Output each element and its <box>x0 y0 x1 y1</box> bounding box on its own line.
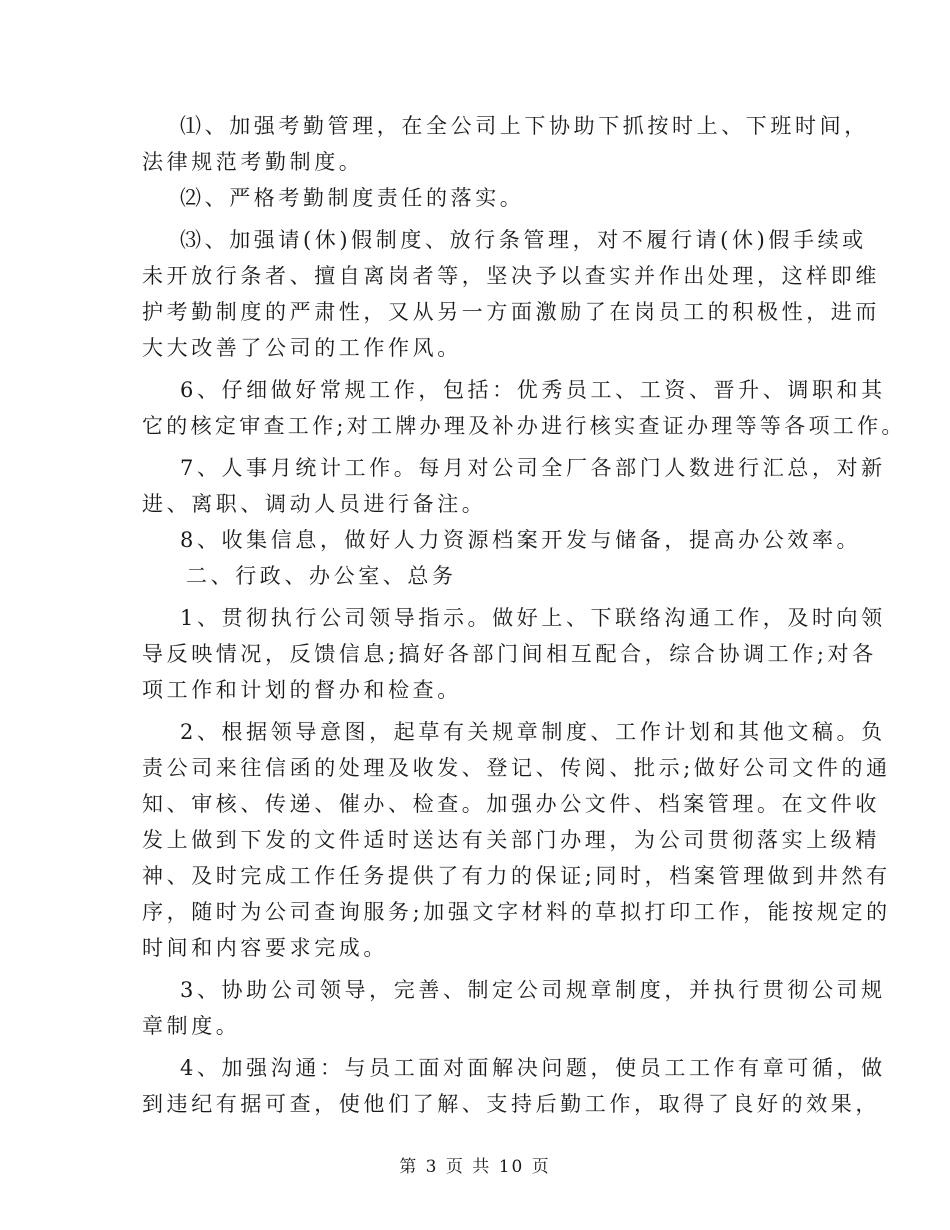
text-line: 发上做到下发的文件适时送达有关部门办理，为公司贯彻落实上级精 <box>142 828 880 852</box>
text-line: 大大改善了公司的工作作风。 <box>142 336 462 360</box>
text-line: 章制度。 <box>142 1014 241 1038</box>
text-line: 责公司来往信函的处理及收发、登记、传阅、批示;做好公司文件的通 <box>142 756 891 780</box>
text-line: 法律规范考勤制度。 <box>142 150 364 174</box>
text-line: 4、加强沟通：与员工面对面解决问题，使员工工作有章可循，做 <box>180 1056 886 1080</box>
text-line: 它的核定审查工作;对工牌办理及补办进行核实查证办理等等各项工作。 <box>142 414 906 438</box>
text-line: 序，随时为公司查询服务;加强文字材料的草拟打印工作，能按规定的 <box>142 900 891 924</box>
text-line: ⑵、严格考勤制度责任的落实。 <box>180 186 525 210</box>
text-line: 知、审核、传递、催办、检查。加强办公文件、档案管理。在文件收 <box>142 792 880 816</box>
text-line: 护考勤制度的严肃性，又从另一方面激励了在岗员工的积极性，进而 <box>142 300 880 324</box>
text-line: 导反映情况，反馈信息;搞好各部门间相互配合，综合协调工作;对各 <box>142 642 877 666</box>
text-line: 8、收集信息，做好人力资源档案开发与储备，提高办公效率。 <box>180 528 862 552</box>
page-number-footer: 第 3 页 共 10 页 <box>399 1157 551 1177</box>
text-line: 未开放行条者、擅自离岗者等，坚决予以查实并作出处理，这样即维 <box>142 264 880 288</box>
text-line: ⑶、加强请(休)假制度、放行条管理，对不履行请(休)假手续或 <box>180 228 867 252</box>
text-line: 3、协助公司领导，完善、制定公司规章制度，并执行贯彻公司规 <box>180 978 886 1002</box>
text-line: 神、及时完成工作任务提供了有力的保证;同时，档案管理做到井然有 <box>142 864 891 888</box>
text-line: ⑴、加强考勤管理，在全公司上下协助下抓按时上、下班时间， <box>180 114 869 138</box>
text-line: 6、仔细做好常规工作，包括：优秀员工、工资、晋升、调职和其 <box>180 378 886 402</box>
text-line: 1、贯彻执行公司领导指示。做好上、下联络沟通工作，及时向领 <box>180 606 886 630</box>
text-line: 到违纪有据可查，使他们了解、支持后勤工作，取得了良好的效果， <box>142 1092 880 1116</box>
section-heading: 二、行政、办公室、总务 <box>186 564 457 588</box>
text-line: 项工作和计划的督办和检查。 <box>142 678 462 702</box>
text-line: 进、离职、调动人员进行备注。 <box>142 492 487 516</box>
text-line: 2、根据领导意图，起草有关规章制度、工作计划和其他文稿。负 <box>180 720 886 744</box>
text-line: 7、人事月统计工作。每月对公司全厂各部门人数进行汇总，对新 <box>180 456 886 480</box>
text-line: 时间和内容要求完成。 <box>142 936 388 960</box>
